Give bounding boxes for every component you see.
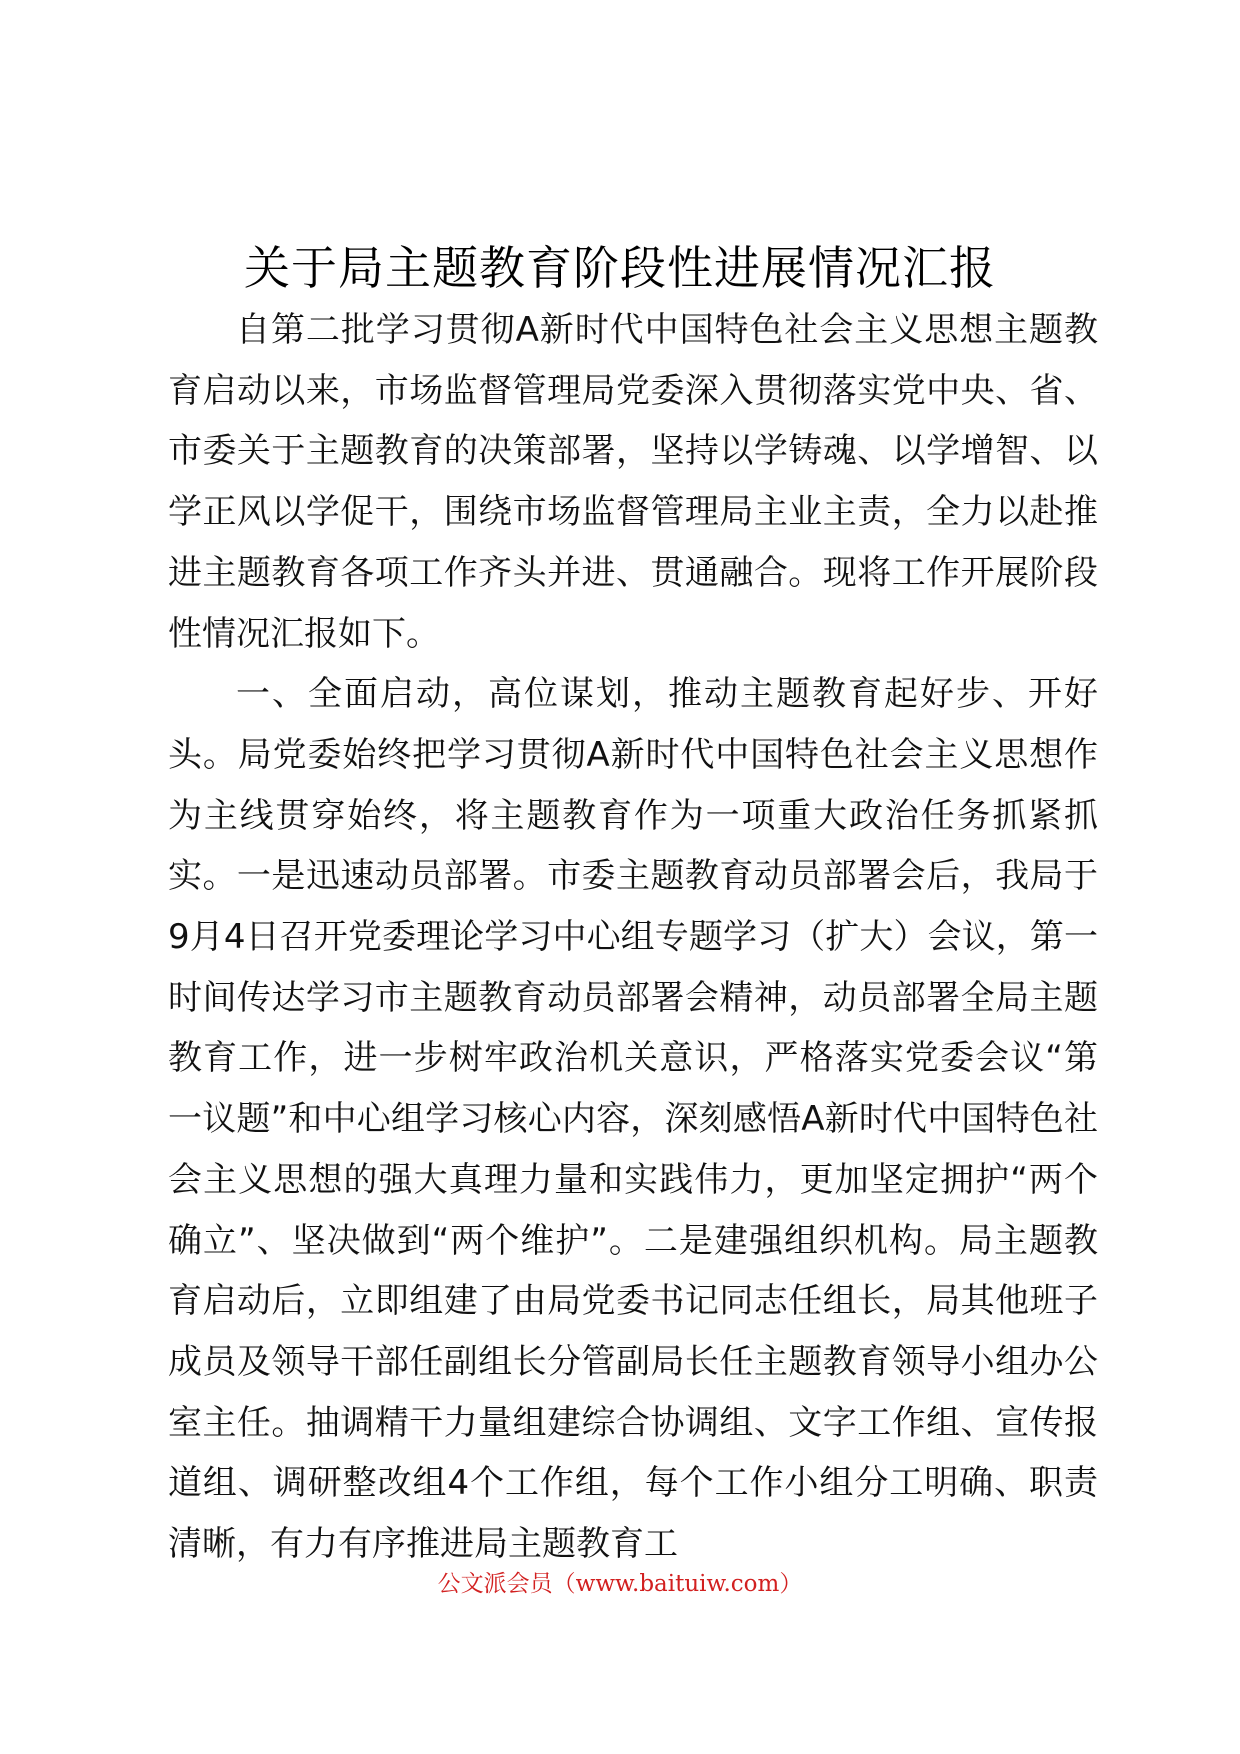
body-paragraph-section-one: 一、全面启动，高位谋划，推动主题教育起好步、开好头。局党委始终把学习贯彻A新时代中国特色社会主义思想作为主线贯穿始终，将主题教育作为一项重大政治任务抓紧抓实。一是迅速动员部署。市委主题教育动员部署会后，我局于9月4日召开党委理论学习中心组专题学习（扩大）会议，第一时间传达学习市主题教育动员部署会精神，动员部署全局主题教育工作，进一步树牢政治机关意识，严格落实党委会议“第一议题”和中心组学习核心内容，深刻感悟A新时代中国特色社会主义思想的强大真理力量和实践伟力，更加坚定拥护“两个确立”、坚决做到“两个维护”。二是建强组织机构。局主题教育启动后，立即组建了由局党委书记同志任组长，局其他班子成员及领导干部任副组长分管副局长任主题教育领导小组办公室主任。抽调精干力量组建综合协调组、文字工作组、宣传报道组、调研整改组4个工作组，每个工作小组分工明确、职责清晰，有力有序推进局主题教育工 bbox=[168, 674, 1098, 1565]
footer-watermark: 公文派会员（www.baituiw.com） bbox=[437, 1571, 803, 1597]
document-body bbox=[168, 300, 1098, 1575]
body-paragraph-intro: 自第二批学习贯彻A新时代中国特色社会主义思想主题教育启动以来，市场监督管理局党委深入贯彻落实党中央、省、市委关于主题教育的决策部署，坚持以学铸魂、以学增智、以学正风以学促干，围绕市场监督管理局主业主责，全力以赴推进主题教育各项工作齐头并进、贯通融合。现将工作开展阶段性情况汇报如下。 bbox=[168, 310, 1098, 654]
document-title: 关于局主题教育阶段性进展情况汇报 bbox=[244, 241, 996, 295]
